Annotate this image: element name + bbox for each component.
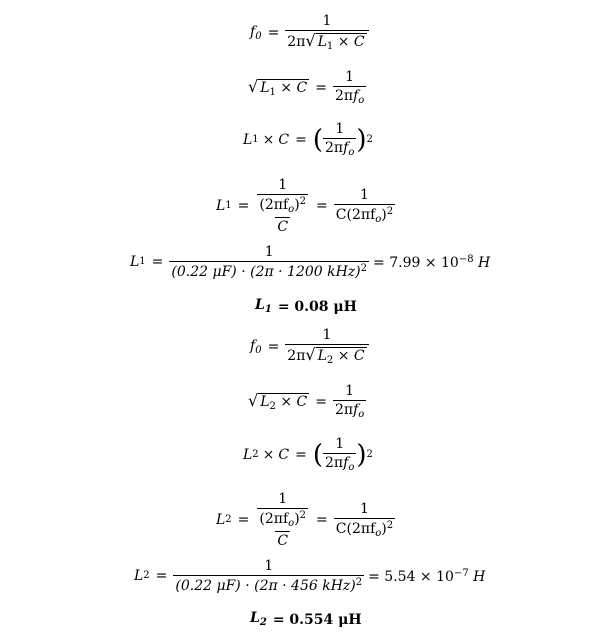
square-root: √ $L_1 \times C$ — [305, 31, 365, 52]
equals-sign: = — [295, 132, 307, 148]
compound-fraction: $\frac{\frac{1}{(2\pi f_o)^2}}{C}$ — [259, 177, 307, 235]
final-result-l1: $L_1$ = 0.08 μH — [255, 297, 357, 315]
denominator: 2π √ $L_1 \times C$ — [285, 30, 368, 52]
equals-sign: = — [151, 254, 164, 270]
equals-sign: = — [237, 198, 250, 214]
fraction: $\frac{1}{C(2\pi f_o)^2}$ — [335, 500, 394, 539]
numeric-result: = $5.54 \times 10^{-7}$ H — [368, 567, 486, 585]
eq-l-compound-1: L 1 = $\frac{\frac{1}{(2\pi f_o)^2}}{C}$ = $\frac{1}{C(2\pi f_o)^2}$ — [216, 177, 394, 235]
equals-sign: = — [316, 512, 328, 528]
square-root: √ $L_1 \times C$ — [248, 76, 308, 98]
equals-sign: = — [267, 339, 280, 355]
square-root: √ $L_2 \times C$ — [305, 345, 365, 366]
fraction: $\frac{1}{2\pi f_o}$ — [325, 121, 355, 158]
equals-sign: = — [295, 447, 307, 463]
equals-sign: = — [316, 198, 328, 214]
equals-sign: = — [315, 394, 327, 410]
equals-sign: = — [155, 568, 168, 584]
eq-l-numeric-2: L 2 = $\frac{1}{(0.22 \mu F) \cdot (2\pi \cdot 456 kHz)^2}$ = $5.54 \times 10^{-7}$ H — [134, 558, 486, 594]
fraction: $\frac{1}{2\pi f_o}$ — [325, 436, 355, 473]
numerator: 1 — [322, 13, 332, 29]
equals-sign: = — [267, 25, 280, 41]
eq-sqrt-lc-2 — [248, 384, 366, 420]
eq-resonant-frequency-2: $f_0$ = 1 2π √ $L_2 \times C$ — [250, 328, 369, 366]
eq-sqrt-lc-1 — [248, 70, 366, 106]
numeric-result: = $7.99 \times 10^{-8}$ H — [373, 253, 491, 271]
eq-lc-squared-1: L 1 × C = ( $\frac{1}{2\pi f_o}$ ) 2 — [243, 121, 373, 158]
compound-fraction: $\frac{\frac{1}{(2\pi f_o)^2}}{C}$ — [259, 491, 307, 549]
eq-resonant-frequency-1 — [250, 14, 369, 52]
fraction: $\frac{1}{2\pi f_o}$ — [334, 69, 365, 106]
final-result-l2: $L_2$ = 0.554 μH — [250, 610, 362, 628]
eq-lc-squared-2: L 2 × C = ( $\frac{1}{2\pi f_o}$ ) 2 — [243, 436, 373, 473]
square-root: √ $L_2 \times C$ — [248, 390, 308, 412]
eq-l-numeric-1: L 1 = $\frac{1}{(0.22 \mu F) \cdot (2\pi \cdot 1200 kHz)^2}$ = $7.99 \times 10^{-8}$ H — [130, 244, 491, 280]
f0-symbol: $f_0$ — [250, 23, 262, 42]
fraction: $\frac{1}{2\pi f_o}$ — [334, 383, 365, 420]
fraction — [285, 14, 368, 52]
fraction: 1 2π √ $L_2 \times C$ — [285, 328, 368, 366]
equals-sign: = — [237, 512, 250, 528]
equals-sign: = — [315, 80, 327, 96]
fraction: $\frac{1}{C(2\pi f_o)^2}$ — [335, 186, 394, 225]
fraction: $\frac{1}{(0.22 \mu F) \cdot (2\pi \cdot 456 kHz)^2}$ — [175, 558, 363, 594]
eq-l-compound-2: L 2 = $\frac{\frac{1}{(2\pi f_o)^2}}{C}$ = $\frac{1}{C(2\pi f_o)^2}$ — [216, 491, 394, 549]
fraction: $\frac{1}{(0.22 \mu F) \cdot (2\pi \cdot 1200 kHz)^2}$ — [171, 244, 368, 280]
